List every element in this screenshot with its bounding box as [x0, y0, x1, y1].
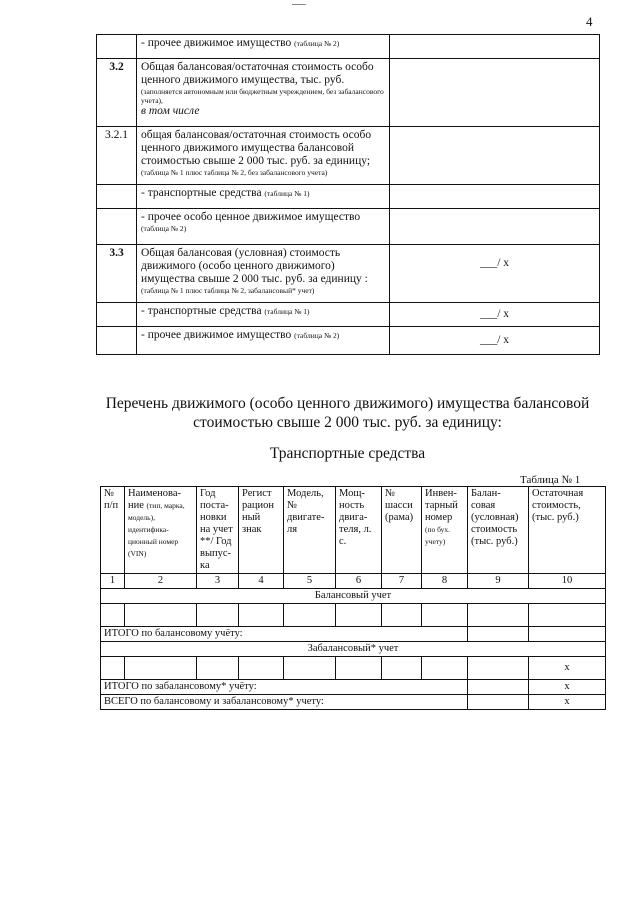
column-header: Мощ-ность двига-теля, л. с.	[336, 487, 382, 574]
column-number: 9	[468, 574, 529, 589]
row-label: - прочее движимое имущество	[141, 329, 292, 341]
row-label: - транспортные средства	[141, 187, 262, 199]
total-row	[101, 627, 606, 642]
row-note: (таблица № 2)	[294, 331, 340, 340]
row-label: - прочее особо ценное движимое имущество	[141, 211, 361, 223]
column-number: 8	[422, 574, 468, 589]
row-number: 3.2.1	[97, 127, 137, 185]
table-row	[97, 59, 600, 127]
list-title: Перечень движимого (особо ценного движимого) имущества балансовой стоимостью свыше 2 000 тыс. руб. за единицу:	[105, 395, 590, 431]
grand-total-row	[101, 695, 606, 710]
table-label: Таблица № 1	[520, 474, 581, 486]
row-note: (таблица № 1 плюс таблица № 2, без забалансового учета)	[141, 168, 328, 177]
row-label: - транспортные средства	[141, 305, 262, 317]
grand-total-label: ВСЕГО по балансовому и забалансовому* учету:	[101, 695, 468, 710]
column-number: 2	[125, 574, 197, 589]
total-label: ИТОГО по забалансовому* учёту:	[101, 680, 468, 695]
column-header: Модель, № двигате-ля	[284, 487, 336, 574]
table-row	[97, 303, 600, 327]
section-label: Балансовый учет	[101, 589, 606, 604]
column-header: Балан-совая (условная) стоимость (тыс. руб.)	[468, 487, 529, 574]
row-number: 3.3	[97, 245, 137, 303]
row-note: (таблица № 2)	[294, 39, 340, 48]
column-number: 3	[197, 574, 239, 589]
total-row	[101, 680, 606, 695]
column-header: № шасси (рама)	[382, 487, 422, 574]
column-number: 1	[101, 574, 125, 589]
page-number: 4	[586, 14, 593, 29]
column-number: 4	[239, 574, 284, 589]
column-number: 6	[336, 574, 382, 589]
row-note: (заполняется автономным или бюджетным учреждением, без забалансового учета),	[141, 87, 384, 105]
row-label: общая балансовая/остаточная стоимость особо ценного движимого имущества балансовой стоимостью свыше 2 000 тыс. руб. за единицу;	[141, 129, 372, 167]
column-number: 10	[529, 574, 606, 589]
table-row	[97, 35, 600, 59]
column-number: 5	[284, 574, 336, 589]
section-title: Транспортные средства	[269, 445, 426, 462]
x-mark: х	[529, 680, 606, 695]
row-note: (таблица № 2)	[141, 224, 187, 233]
section-label: Забалансовый* учет	[101, 642, 606, 657]
value-field: ___/ х	[390, 245, 600, 303]
column-note: (тип, марка, модель), идентифика-ционный номер (VIN)	[128, 501, 185, 558]
section-row	[101, 589, 606, 604]
row-label: Общая балансовая (условная) стоимость движимого (особо ценного движимого) имущества свыше 2 000 тыс. руб. за единицу :	[141, 247, 368, 285]
row-number: 3.2	[97, 59, 137, 127]
section-row	[101, 642, 606, 657]
table-row	[97, 245, 600, 303]
table-row	[97, 127, 600, 185]
total-label: ИТОГО по балансовому учёту:	[101, 627, 468, 642]
value-field: ___/ х	[390, 327, 600, 355]
column-header: Наименова-ние	[128, 488, 182, 511]
row-incl: в том числе	[141, 105, 200, 117]
row-note: (таблица № 1)	[264, 307, 310, 316]
vehicles-table	[100, 486, 606, 710]
column-header: Регист рацион ный знак	[239, 487, 284, 574]
table-row	[97, 327, 600, 355]
table-row	[97, 209, 600, 245]
column-header: Инвен-тарный номер	[425, 488, 458, 523]
column-number: 7	[382, 574, 422, 589]
row-label: Общая балансовая/остаточная стоимость особо ценного движимого имущества, тыс. руб.	[141, 61, 374, 86]
x-mark: х	[529, 695, 606, 710]
table-row	[101, 657, 606, 680]
table-row	[101, 604, 606, 627]
value-field: ___/ х	[390, 303, 600, 327]
row-note: (таблица № 1)	[264, 189, 310, 198]
column-header: Год поста-новки на учет **/ Год выпус-ка	[197, 487, 239, 574]
column-header: Остаточная стоимость, (тыс. руб.)	[529, 487, 606, 574]
top-mark	[292, 4, 306, 5]
column-note: (по бух. учету)	[425, 525, 451, 546]
row-note: (таблица № 1 плюс таблица № 2, забалансовый* учет)	[141, 286, 315, 295]
x-mark: х	[529, 657, 606, 680]
table-row	[97, 185, 600, 209]
row-label: - прочее движимое имущество	[141, 37, 292, 49]
column-number-row	[101, 574, 606, 589]
column-header: № п/п	[101, 487, 125, 574]
header-row	[101, 487, 606, 574]
property-value-table	[96, 34, 600, 355]
